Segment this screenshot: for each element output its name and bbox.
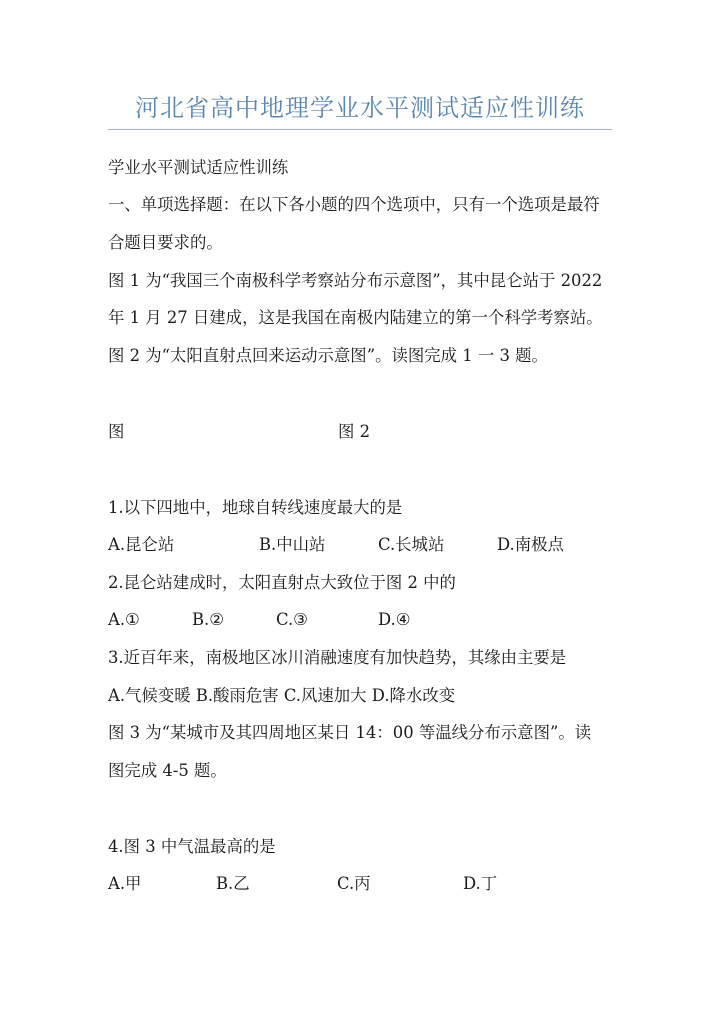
figure-label-2: 图 2 <box>338 422 371 441</box>
q2-option-a: A.① <box>108 610 140 629</box>
intro3-line-1: 图 3 为“某城市及其四周地区某日 14：00 等温线分布示意图”。读 <box>108 723 592 742</box>
question-4: 4.图 3 中气温最高的是 <box>108 837 276 856</box>
intro-line-2: 年 1 月 27 日建成，这是我国在南极内陆建立的第一个科学考察站。 <box>108 308 603 327</box>
q2-option-b: B.② <box>192 610 224 629</box>
intro3-line-2: 图完成 4-5 题。 <box>108 761 227 780</box>
q4-option-d: D.丁 <box>463 874 498 893</box>
intro-line-3: 图 2 为“太阳直射点回来运动示意图”。读图完成 1 一 3 题。 <box>108 346 548 365</box>
q3-options: A.气候变暖 B.酸雨危害 C.风速加大 D.降水改变 <box>108 686 456 705</box>
question-3: 3.近百年来，南极地区冰川消融速度有加快趋势，其缘由主要是 <box>108 648 567 667</box>
subtitle: 学业水平测试适应性训练 <box>108 158 289 177</box>
section-heading-line-2: 合题目要求的。 <box>108 233 223 252</box>
q1-option-a: A.昆仑站 <box>108 535 175 554</box>
q4-option-a: A.甲 <box>108 874 142 893</box>
q1-option-c: C.长城站 <box>378 535 445 554</box>
question-2: 2.昆仑站建成时，太阳直射点大致位于图 2 中的 <box>108 573 456 592</box>
q2-option-d: D.④ <box>378 610 411 629</box>
section-heading-line-1: 一、单项选择题：在以下各小题的四个选项中，只有一个选项是最符 <box>108 195 600 214</box>
q4-option-c: C.丙 <box>337 874 371 893</box>
figure-label-1: 图 <box>108 422 125 441</box>
q1-option-b: B.中山站 <box>259 535 326 554</box>
intro-line-1: 图 1 为“我国三个南极科学考察站分布示意图”，其中昆仑站于 2022 <box>108 271 603 290</box>
q1-option-d: D.南极点 <box>497 535 564 554</box>
q2-option-c: C.③ <box>276 610 308 629</box>
q4-option-b: B.乙 <box>216 874 250 893</box>
title-divider <box>108 129 612 130</box>
document-title: 河北省高中地理学业水平测试适应性训练 <box>135 94 585 122</box>
question-1: 1.以下四地中，地球自转线速度最大的是 <box>108 498 403 517</box>
